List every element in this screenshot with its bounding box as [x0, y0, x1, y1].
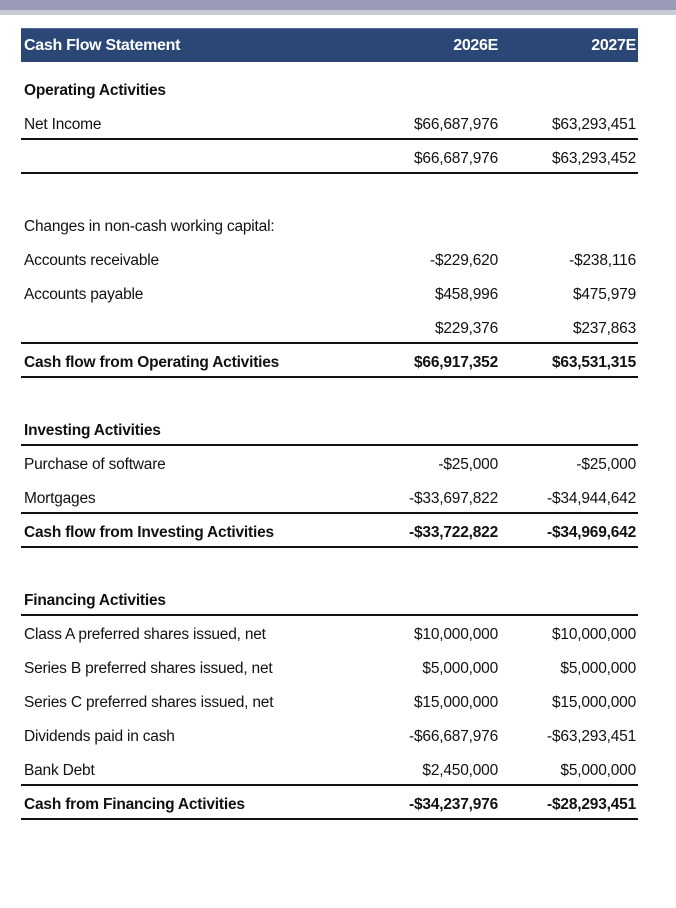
row-label: Accounts receivable [24, 252, 159, 269]
value-2027e: $237,863 [572, 320, 636, 337]
row-label: Changes in non-cash working capital: [24, 218, 275, 235]
row-label: Bank Debt [24, 762, 95, 779]
table-row-series-c-preferred [21, 684, 638, 718]
value-2026e: $10,000,000 [414, 626, 498, 643]
value-2026e: $66,687,976 [414, 116, 498, 133]
value-2026e: -$25,000 [438, 456, 498, 473]
value-2027e: -$28,293,451 [547, 796, 636, 813]
value-2026e: $15,000,000 [414, 694, 498, 711]
value-2027e: $10,000,000 [552, 626, 636, 643]
blank-row [21, 174, 638, 208]
row-label: Cash from Financing Activities [24, 796, 245, 813]
value-2026e: $5,000,000 [422, 660, 498, 677]
row-label: Purchase of software [24, 456, 166, 473]
table-row-working-capital-subtotal [21, 310, 638, 344]
table-row-purchase-of-software [21, 446, 638, 480]
column-header-2027e: 2027E [591, 36, 636, 54]
value-2027e: $475,979 [572, 286, 636, 303]
value-2027e: $63,293,451 [552, 116, 636, 133]
row-label: Mortgages [24, 490, 96, 507]
subheading-working-capital [21, 208, 638, 242]
value-2026e: -$34,237,976 [409, 796, 498, 813]
column-header-2026e: 2026E [453, 36, 498, 54]
blank-row [21, 548, 638, 582]
value-2026e: -$33,697,822 [409, 490, 498, 507]
section-heading-operating [21, 72, 638, 106]
row-label: Net Income [24, 116, 102, 133]
value-2027e: $5,000,000 [560, 660, 636, 677]
table-row-dividends-paid [21, 718, 638, 752]
value-2026e: $458,996 [434, 286, 498, 303]
table-body [21, 34, 638, 820]
row-label: Financing Activities [24, 592, 166, 609]
row-label: Operating Activities [24, 82, 166, 99]
row-label: Series B preferred shares issued, net [24, 660, 273, 677]
table-row-series-b-preferred [21, 650, 638, 684]
row-label: Accounts payable [24, 286, 144, 303]
top-band-shadow [0, 10, 676, 15]
table-row-net-income-subtotal [21, 140, 638, 174]
table-row-cash-financing [21, 786, 638, 820]
row-label: Cash flow from Investing Activities [24, 524, 274, 541]
value-2026e: $66,687,976 [414, 150, 498, 167]
value-2027e: -$34,944,642 [547, 490, 636, 507]
value-2027e: -$25,000 [576, 456, 636, 473]
value-2027e: $63,293,452 [552, 150, 636, 167]
value-2026e: -$33,722,822 [409, 524, 498, 541]
table-title: Cash Flow Statement [24, 36, 181, 54]
row-label: Series C preferred shares issued, net [24, 694, 274, 711]
blank-row [21, 378, 638, 412]
table-row-net-income [21, 106, 638, 140]
table-row-mortgages [21, 480, 638, 514]
top-band [0, 0, 676, 10]
row-label: Class A preferred shares issued, net [24, 626, 266, 643]
table-row-cash-flow-investing [21, 514, 638, 548]
row-label: Cash flow from Operating Activities [24, 354, 280, 371]
value-2027e: $15,000,000 [552, 694, 636, 711]
blank-row [21, 38, 638, 72]
table-row-cash-flow-operating [21, 344, 638, 378]
value-2027e: $63,531,315 [552, 354, 636, 371]
value-2027e: -$238,116 [569, 252, 636, 269]
row-label: Dividends paid in cash [24, 728, 175, 745]
table-row-accounts-receivable [21, 242, 638, 276]
value-2027e: $5,000,000 [560, 762, 636, 779]
table-row-class-a-preferred [21, 616, 638, 650]
value-2026e: $66,917,352 [414, 354, 498, 371]
value-2026e: $229,376 [434, 320, 498, 337]
value-2027e: -$34,969,642 [547, 524, 636, 541]
value-2026e: $2,450,000 [422, 762, 498, 779]
value-2027e: -$63,293,451 [547, 728, 636, 745]
section-heading-investing [21, 412, 638, 446]
table-row-accounts-payable [21, 276, 638, 310]
row-label: Investing Activities [24, 422, 161, 439]
table-row-bank-debt [21, 752, 638, 786]
value-2026e: -$66,687,976 [409, 728, 498, 745]
value-2026e: -$229,620 [429, 252, 498, 269]
section-heading-financing [21, 582, 638, 616]
